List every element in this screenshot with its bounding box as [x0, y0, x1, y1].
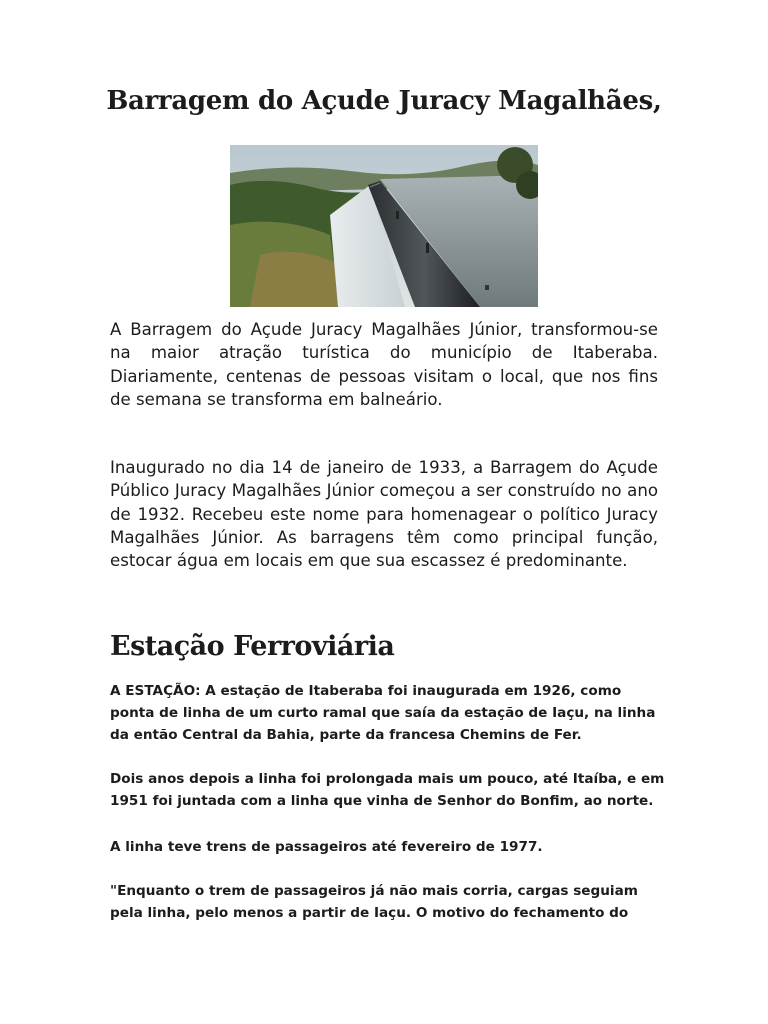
dam-photo [230, 145, 538, 307]
station-paragraph: A linha teve trens de passageiros até fevereiro de 1977. [110, 839, 543, 855]
station-paragraph: A ESTAÇÃO: A estação de Itaberaba foi inaugurada em 1926, como ponta de linha de um curto ramal que saía da estação de Iaçu, na linha da então Central da Bahia, parte da francesa Chemins de Fer. [110, 683, 656, 743]
station-paragraph: "Enquanto o trem de passageiros já não mais corria, cargas seguiam pela linha, pelo menos a partir de Iaçu. O motivo do fechamento do [110, 883, 638, 921]
dam-paragraph: A Barragem do Açude Juracy Magalhães Júnior, transformou-se na maior atração turística do município de Itaberaba. Diariamente, centenas de pessoas visitam o local, que nos fins de semana se transforma em balneário. [110, 320, 658, 409]
station-paragraph: Dois anos depois a linha foi prolongada mais um pouco, até Itaíba, e em 1951 foi juntada com a linha que vinha de Senhor do Bonfim, ao norte. [110, 771, 665, 809]
page-title: Barragem do Açude Juracy Magalhães, [106, 86, 662, 116]
section-heading: Estação Ferroviária [110, 631, 395, 662]
dam-paragraph: Inaugurado no dia 14 de janeiro de 1933, a Barragem do Açude Público Juracy Magalhães Júnior começou a ser construído no ano de 1932. Recebeu este nome para homenagear o político Juracy Magalhães Júnior. As barragens têm como principal função, estocar água em locais em que sua escassez é predominante. [110, 458, 658, 571]
